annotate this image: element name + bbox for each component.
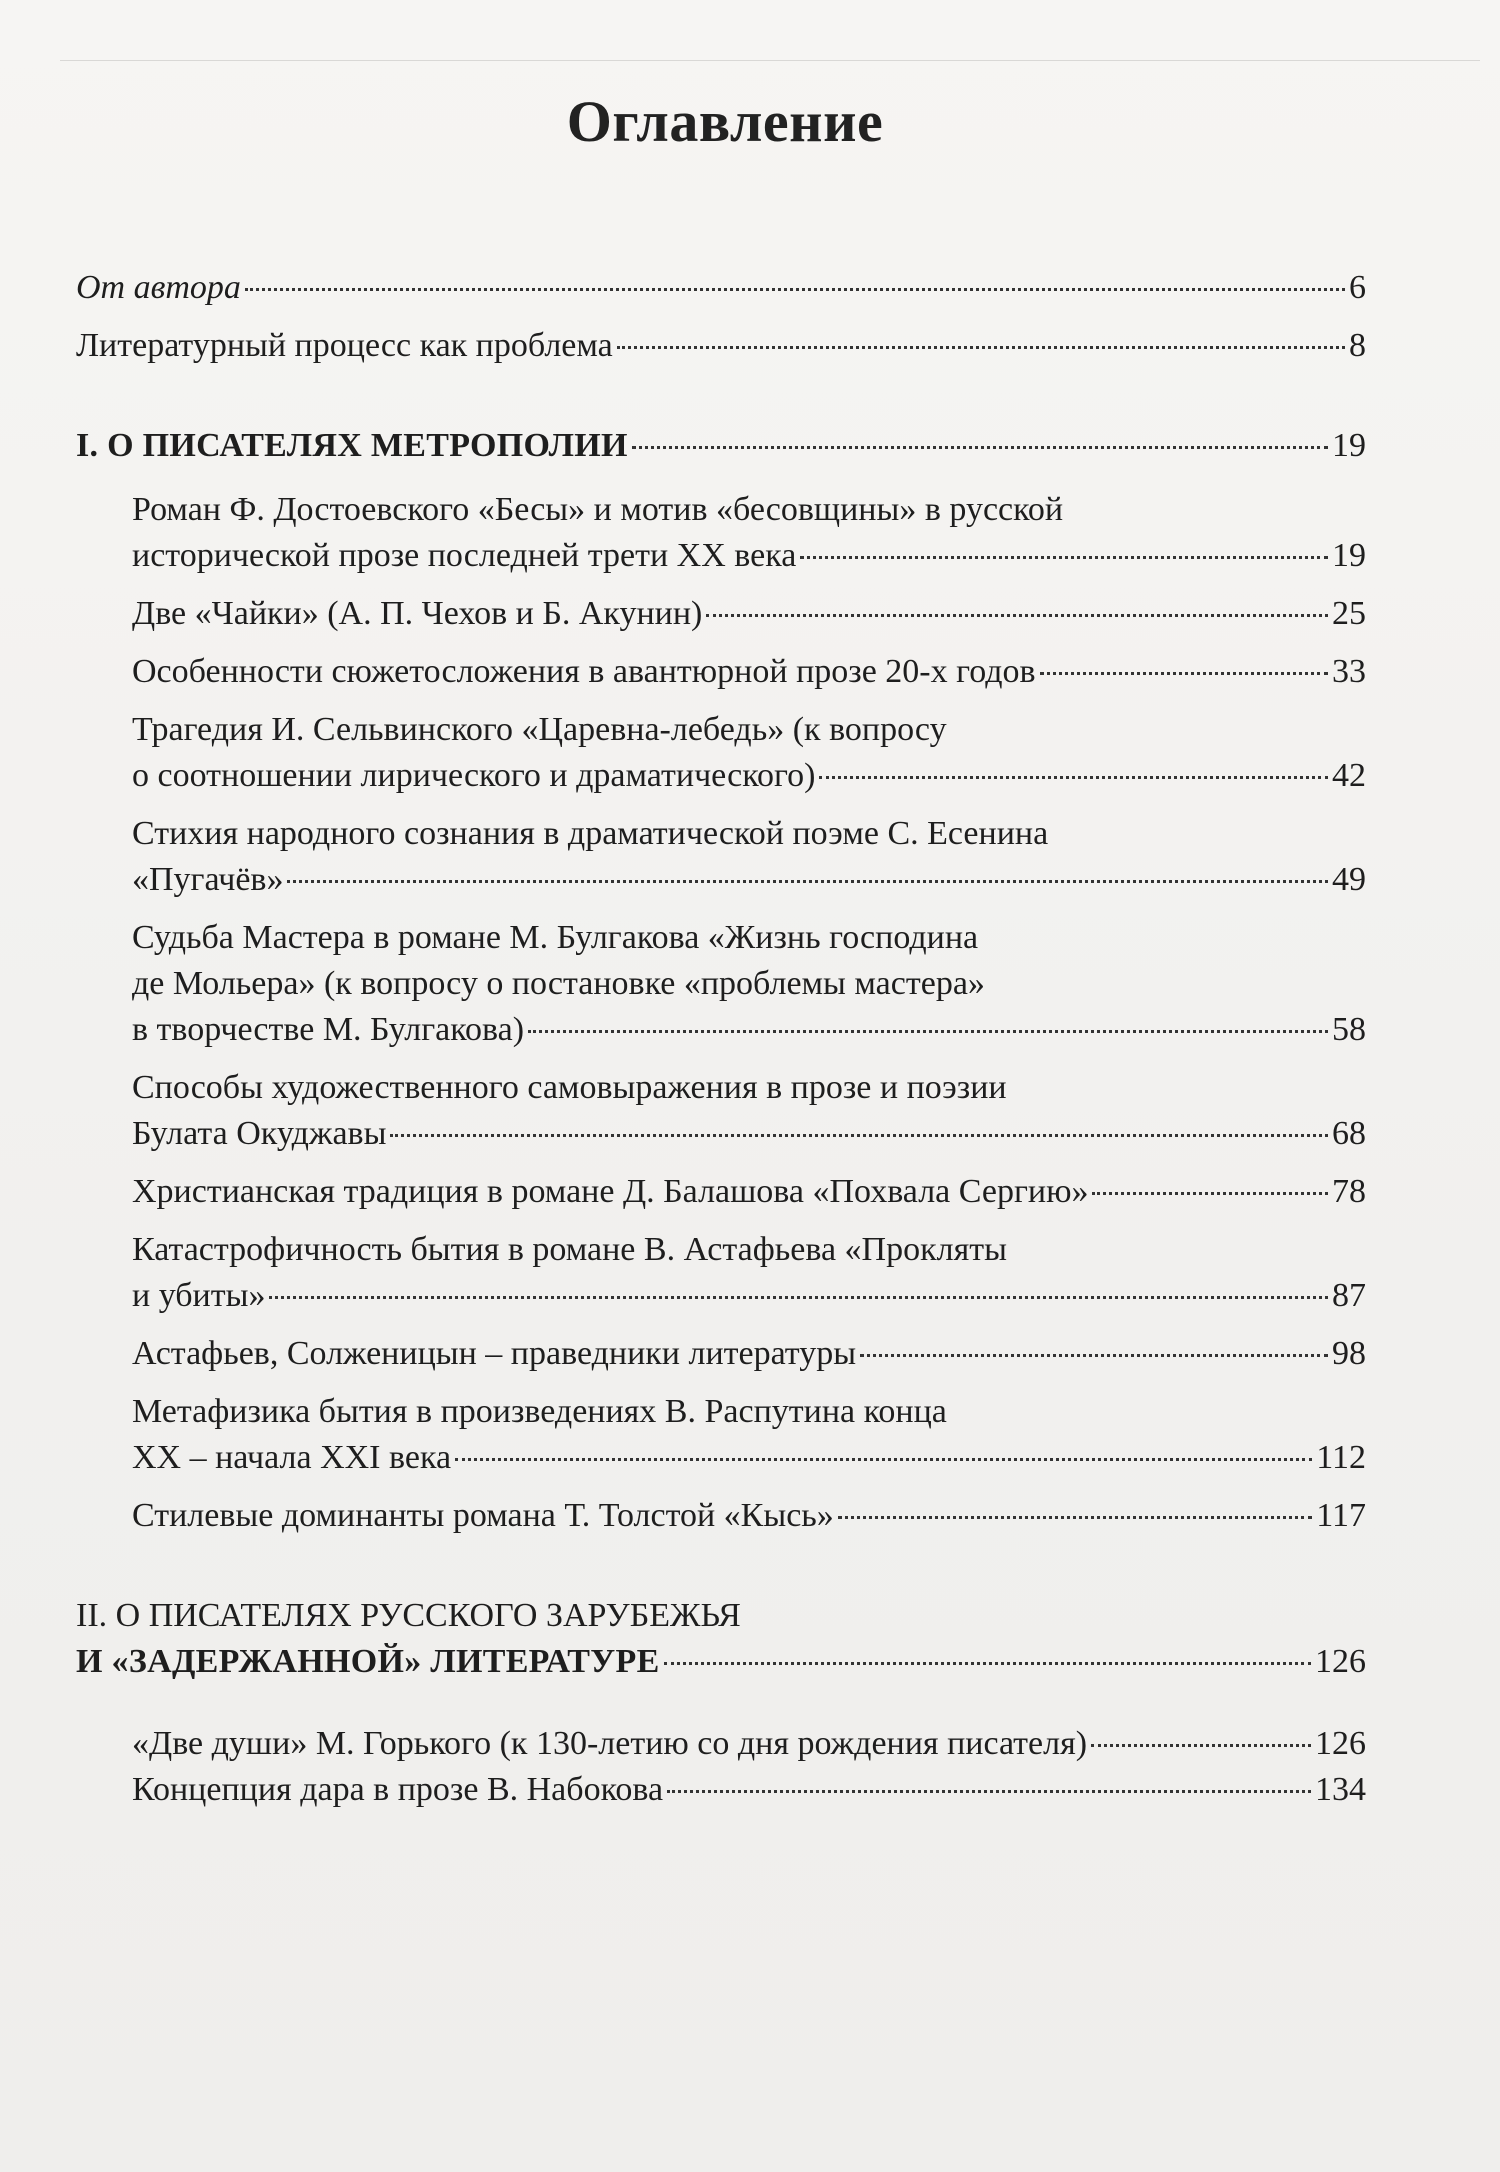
toc-entry [76,915,1366,1053]
toc-entry-text-line: Трагедия И. Сельвинского «Царевна-лебедь» (к вопросу [132,711,947,748]
leader-dots [860,1354,1328,1357]
toc-entry [76,1721,1366,1767]
leader-dots [455,1458,1312,1461]
toc-entry-text: «Пугачёв» [132,861,284,898]
toc-entry-text: в творчестве М. Булгакова) [132,1011,525,1048]
leader-dots [390,1134,1328,1137]
toc-entry [76,1493,1366,1539]
toc-page-number: 126 [1315,1725,1366,1762]
toc-entry-text-line: Метафизика бытия в произведениях В. Распутина конца [132,1393,947,1430]
toc-entry [76,811,1366,903]
toc-entry-text-line: Судьба Мастера в романе М. Булгакова «Жизнь господина [132,919,979,956]
toc-page-number: 98 [1332,1335,1366,1372]
toc-page-number: 25 [1332,595,1366,632]
toc-page-number: 112 [1316,1439,1366,1476]
toc-entry-text: XX – начала XXI века [132,1439,452,1476]
toc-page-number: 87 [1332,1277,1366,1314]
toc-entry-text-line: Роман Ф. Достоевского «Бесы» и мотив «бесовщины» в русской [132,491,1064,528]
leader-dots [664,1662,1311,1665]
toc-entry-text: Стилевые доминанты романа Т. Толстой «Кысь» [132,1497,834,1534]
table-of-contents [76,265,1366,1813]
leader-dots [1092,1192,1328,1195]
toc-page-number: 58 [1332,1011,1366,1048]
toc-page-number: 78 [1332,1173,1366,1210]
leader-dots [528,1030,1328,1033]
toc-entry [76,1169,1366,1215]
toc-entry-text-line: де Мольера» (к вопросу о постановке «проблемы мастера» [132,965,985,1002]
toc-entry [76,1331,1366,1377]
toc-entry [76,1389,1366,1481]
toc-entry-text: о соотношении лирического и драматического) [132,757,816,794]
toc-section-title-line: II. О ПИСАТЕЛЯХ РУССКОГО ЗАРУБЕЖЬЯ [76,1597,741,1634]
page-title: Оглавление [566,89,884,154]
leader-dots [838,1516,1312,1519]
toc-page-number: 49 [1332,861,1366,898]
toc-page-number: 19 [1332,537,1366,574]
toc-entry-text: Особенности сюжетосложения в авантюрной прозе 20-х годов [132,653,1036,690]
toc-entry-from-author [76,265,1366,311]
toc-section-title: I. О ПИСАТЕЛЯХ МЕТРОПОЛИИ [76,427,628,464]
toc-entry-text: Христианская традиция в романе Д. Балашова «Похвала Сергию» [132,1173,1089,1210]
toc-page-number: 126 [1315,1643,1366,1680]
leader-dots [667,1790,1311,1793]
leader-dots [1040,672,1328,675]
leader-dots [287,880,1328,883]
toc-page-number: 134 [1315,1771,1366,1808]
leader-dots [269,1296,1328,1299]
toc-entry [76,1065,1366,1157]
toc-page-number: 42 [1332,757,1366,794]
toc-entry-text-line: Стихия народного сознания в драматической поэме С. Есенина [132,815,1049,852]
toc-entry [76,649,1366,695]
toc-section-1 [76,423,1366,469]
toc-entry [76,1227,1366,1319]
leader-dots [617,346,1345,349]
toc-entry-text: Булата Окуджавы [132,1115,387,1152]
toc-entry-text-line: Катастрофичность бытия в романе В. Астафьева «Прокляты [132,1231,1007,1268]
toc-entry-text: Литературный процесс как проблема [76,327,613,364]
toc-entry [76,1767,1366,1813]
toc-entry-text: Астафьев, Солженицын – праведники литературы [132,1335,857,1372]
toc-entry-text: Концепция дара в прозе В. Набокова [132,1771,664,1808]
toc-page-number: 68 [1332,1115,1366,1152]
toc-page-number: 8 [1349,327,1366,364]
leader-dots [245,288,1345,291]
toc-page-number: 19 [1332,427,1366,464]
toc-entry [76,591,1366,637]
top-rule [60,60,1480,61]
toc-page-number: 33 [1332,653,1366,690]
toc-entry-text-line: Способы художественного самовыражения в прозе и поэзии [132,1069,1007,1106]
toc-entry [76,487,1366,579]
toc-entry-text: и убиты» [132,1277,266,1314]
leader-dots [706,614,1328,617]
leader-dots [819,776,1328,779]
leader-dots [1091,1744,1311,1747]
toc-entry-text: От автора [76,269,241,306]
leader-dots [800,556,1328,559]
toc-entry-literary-process [76,323,1366,369]
toc-page-number: 117 [1316,1497,1366,1534]
leader-dots [632,446,1328,449]
toc-section-title: И «ЗАДЕРЖАННОЙ» ЛИТЕРАТУРЕ [76,1643,660,1680]
toc-entry-text: «Две души» М. Горького (к 130-летию со дня рождения писателя) [132,1725,1088,1762]
toc-entry [76,707,1366,799]
toc-page-number: 6 [1349,269,1366,306]
toc-entry-text: исторической прозе последней трети XX века [132,537,797,574]
toc-entry-text: Две «Чайки» (А. П. Чехов и Б. Акунин) [132,595,703,632]
toc-section-2 [76,1593,1366,1685]
